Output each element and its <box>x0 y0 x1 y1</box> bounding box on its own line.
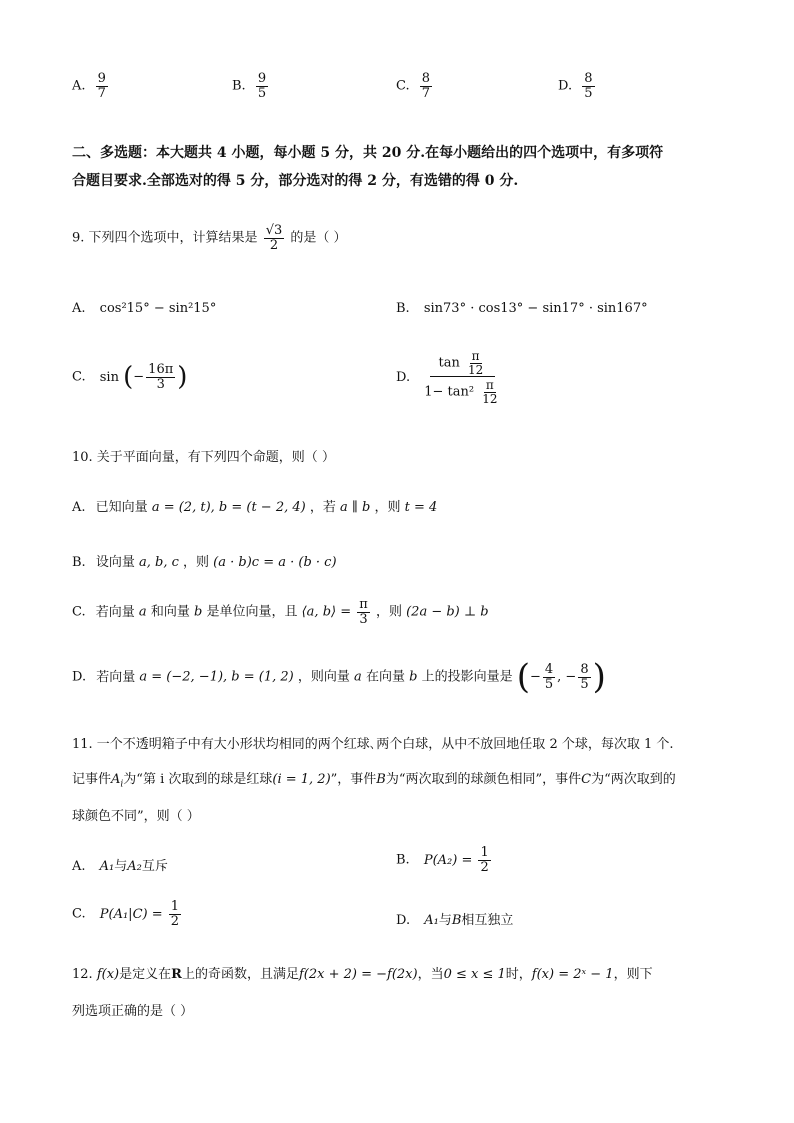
option-math: (2a − b) ⊥ b <box>406 604 489 620</box>
q9-stem <box>72 224 347 252</box>
option-label: D. <box>558 78 573 94</box>
q12-math: f(2x + 2) = −f(2x) <box>298 967 418 982</box>
compound-fraction <box>422 350 503 405</box>
option-math: A₂ <box>127 859 142 874</box>
numerator: 4 <box>544 661 554 677</box>
option-math: P(A₁|C) = <box>99 906 163 922</box>
option-text: 若向量 <box>95 604 135 620</box>
numerator: 8 <box>584 71 593 86</box>
q11-option-c <box>72 900 183 928</box>
option-math: a, b, c <box>138 555 179 570</box>
fraction <box>480 379 499 405</box>
option-label: A. <box>72 859 86 874</box>
option-math: A₁ <box>99 859 115 874</box>
denominator: 2 <box>170 913 180 929</box>
minus-sign: − <box>529 669 541 685</box>
section-heading-line1: 二、多选题：本大题共 4 小题，每小题 5 分，共 20 分.在每小题给出的四个选项中，有多项符 <box>72 145 664 161</box>
option-text: 上的投影向量是 <box>421 669 513 685</box>
option-label: B. <box>72 555 86 570</box>
option-math: a <box>354 669 362 685</box>
one-minus-tan-text: 1− tan² <box>424 384 475 400</box>
option-text: 已知向量 <box>95 500 148 515</box>
q9-option-d <box>396 350 506 405</box>
q12-text: ，则下 <box>613 967 653 982</box>
numerator: 9 <box>97 71 106 86</box>
compound-numerator <box>430 350 495 377</box>
option-text: 若向量 <box>96 669 136 685</box>
option-text: ，则向量 <box>297 669 350 685</box>
option-math: sin <box>99 369 119 385</box>
option-label: D. <box>72 669 87 685</box>
section-heading-line2: 合题目要求.全部选对的得 5 分，部分选对的得 2 分，有选错的得 0 分. <box>72 173 519 189</box>
fraction <box>578 663 590 691</box>
option-math: a = (−2, −1), b = (1, 2) <box>139 669 294 685</box>
option-label: B. <box>396 301 410 316</box>
q9-stem-text: 9. 下列四个选项中，计算结果是 <box>72 230 258 246</box>
option-math: a ∥ b <box>340 500 371 515</box>
q8-option-d <box>558 72 597 100</box>
option-text: 与 <box>438 913 452 928</box>
option-math: P(A₂) = <box>423 852 473 868</box>
denominator: 12 <box>467 362 484 377</box>
fraction <box>466 350 485 376</box>
q12-line1 <box>72 963 653 982</box>
paren-left: ( <box>123 362 134 393</box>
q11-option-b <box>396 846 493 874</box>
option-label: A. <box>72 500 86 515</box>
option-math: a <box>138 604 147 620</box>
q11-math: C <box>581 772 592 787</box>
q12-text: 时， <box>505 967 532 982</box>
option-math: b <box>409 669 418 685</box>
option-math: b <box>193 604 203 620</box>
denominator: 12 <box>482 391 498 406</box>
option-text: 在向量 <box>365 669 405 685</box>
numerator: 8 <box>580 661 589 677</box>
option-label: C. <box>396 78 410 94</box>
denominator: 5 <box>580 676 589 692</box>
option-math: cos²15° − sin²15° <box>99 301 217 316</box>
paren-right: ) <box>177 362 188 393</box>
option-text: 相互独立 <box>461 913 514 928</box>
option-text: ，则 <box>183 555 210 570</box>
q11-option-a <box>72 855 168 874</box>
numerator: 16π <box>148 362 174 377</box>
fraction <box>146 363 175 391</box>
denominator: 7 <box>421 85 431 101</box>
denominator: 5 <box>257 85 267 101</box>
numerator: π <box>359 597 368 612</box>
q11-option-d <box>396 909 513 928</box>
numerator: π <box>485 378 494 393</box>
denominator: 3 <box>156 376 165 392</box>
option-text: 是单位向量，且 <box>206 604 298 620</box>
fraction <box>169 900 181 928</box>
q11-text: 记事件 <box>72 772 112 787</box>
q12-number: 12. <box>72 967 93 982</box>
option-label: C. <box>72 604 86 620</box>
paren-right: ) <box>592 657 606 697</box>
q9-option-b <box>396 301 648 316</box>
numerator: √3 <box>265 223 283 238</box>
q10-option-a <box>72 496 437 515</box>
q11-text: 为“两次取到的 <box>591 772 676 787</box>
q12-text: ，当 <box>417 967 444 982</box>
option-text: 和向量 <box>150 604 190 620</box>
option-text: 设向量 <box>95 555 135 570</box>
q10-option-c <box>72 598 489 626</box>
q8-option-a <box>72 72 110 100</box>
denominator: 7 <box>97 85 106 101</box>
q11-math: A <box>111 772 121 787</box>
tan-text: tan <box>438 355 460 371</box>
q12-math: f(x) <box>96 967 120 982</box>
q12-math: f(x) = 2ˣ − 1 <box>531 967 614 982</box>
q8-option-c <box>396 72 434 100</box>
comma-minus: , − <box>557 669 577 685</box>
option-text: 互斥 <box>141 859 168 874</box>
q11-text: ”，事件 <box>330 772 377 787</box>
option-label: D. <box>396 913 411 928</box>
option-math: A₁ <box>424 913 439 928</box>
option-label: A. <box>72 301 86 316</box>
fraction <box>256 72 268 100</box>
denominator: 2 <box>269 237 279 253</box>
option-label: B. <box>232 78 246 94</box>
q10-stem: 10. 关于平面向量，有下列四个命题，则（ ） <box>72 450 335 465</box>
option-label: B. <box>396 852 410 868</box>
q11-math: B <box>376 772 386 787</box>
minus-sign: − <box>133 369 145 385</box>
numerator: 1 <box>170 899 180 914</box>
q11-line3: 球颜色不同”，则（ ） <box>72 809 200 824</box>
fraction <box>478 846 490 874</box>
q11-line1: 11. 一个不透明箱子中有大小形状均相同的两个红球､两个白球，从中不放回地任取 2 个球，每次取 1 个. <box>72 737 674 752</box>
option-math: (a · b)c = a · (b · c) <box>213 555 337 570</box>
fraction <box>582 72 594 100</box>
q12-text: 上的奇函数，且满足 <box>181 967 299 982</box>
paren-left: ( <box>516 657 530 697</box>
q11-text: 为“两次取到的球颜色相同”，事件 <box>385 772 582 787</box>
q10-option-d <box>72 657 606 697</box>
option-label: A. <box>72 78 86 94</box>
option-text: ，则 <box>375 604 402 620</box>
numerator: 8 <box>421 71 431 86</box>
option-math: B <box>451 913 462 928</box>
option-math: t = 4 <box>404 500 438 515</box>
option-label: D. <box>396 370 411 386</box>
q10-option-b <box>72 551 337 570</box>
q12-math: R <box>171 967 182 982</box>
q12-math: 0 ≤ x ≤ 1 <box>443 967 506 982</box>
denominator: 5 <box>544 676 554 692</box>
fraction <box>357 598 370 626</box>
fraction <box>420 72 432 100</box>
denominator: 5 <box>584 85 593 101</box>
option-math: ⟨a, b⟩ = <box>301 604 352 620</box>
q12-line2: 列选项正确的是（ ） <box>72 1004 194 1019</box>
option-text: ，则 <box>374 500 401 515</box>
denominator: 3 <box>359 611 368 627</box>
option-math: a = (2, t), b = (t − 2, 4) <box>151 500 306 515</box>
q11-text: 为“第 i 次取到的球是红球 <box>123 772 273 787</box>
option-label: C. <box>72 369 86 385</box>
section-heading <box>72 139 732 195</box>
fraction <box>96 72 108 100</box>
q8-option-b <box>232 72 270 100</box>
q11-line2: 记事件$A_i$为“第 i 次取到的球是红球(i = 1, 2)”，事件B为“两次取到的球颜色相同”，事件C为“两次取到的 <box>72 772 676 790</box>
fraction <box>543 663 555 691</box>
fraction <box>264 224 285 252</box>
q9-option-c <box>72 363 187 391</box>
q12-text: 是定义在 <box>119 967 172 982</box>
option-math: sin73° · cos13° − sin17° · sin167° <box>423 301 648 316</box>
option-text: 与 <box>114 859 128 874</box>
option-text: ，若 <box>309 500 336 515</box>
q9-option-a <box>72 301 216 316</box>
q9-stem-tail: 的是（ ） <box>290 230 347 246</box>
q11-math: (i = 1, 2) <box>272 772 331 787</box>
option-label: C. <box>72 906 86 922</box>
compound-denominator <box>422 377 503 405</box>
numerator: 9 <box>257 71 267 86</box>
denominator: 2 <box>480 859 489 875</box>
numerator: 1 <box>480 845 489 860</box>
numerator: π <box>471 349 480 363</box>
